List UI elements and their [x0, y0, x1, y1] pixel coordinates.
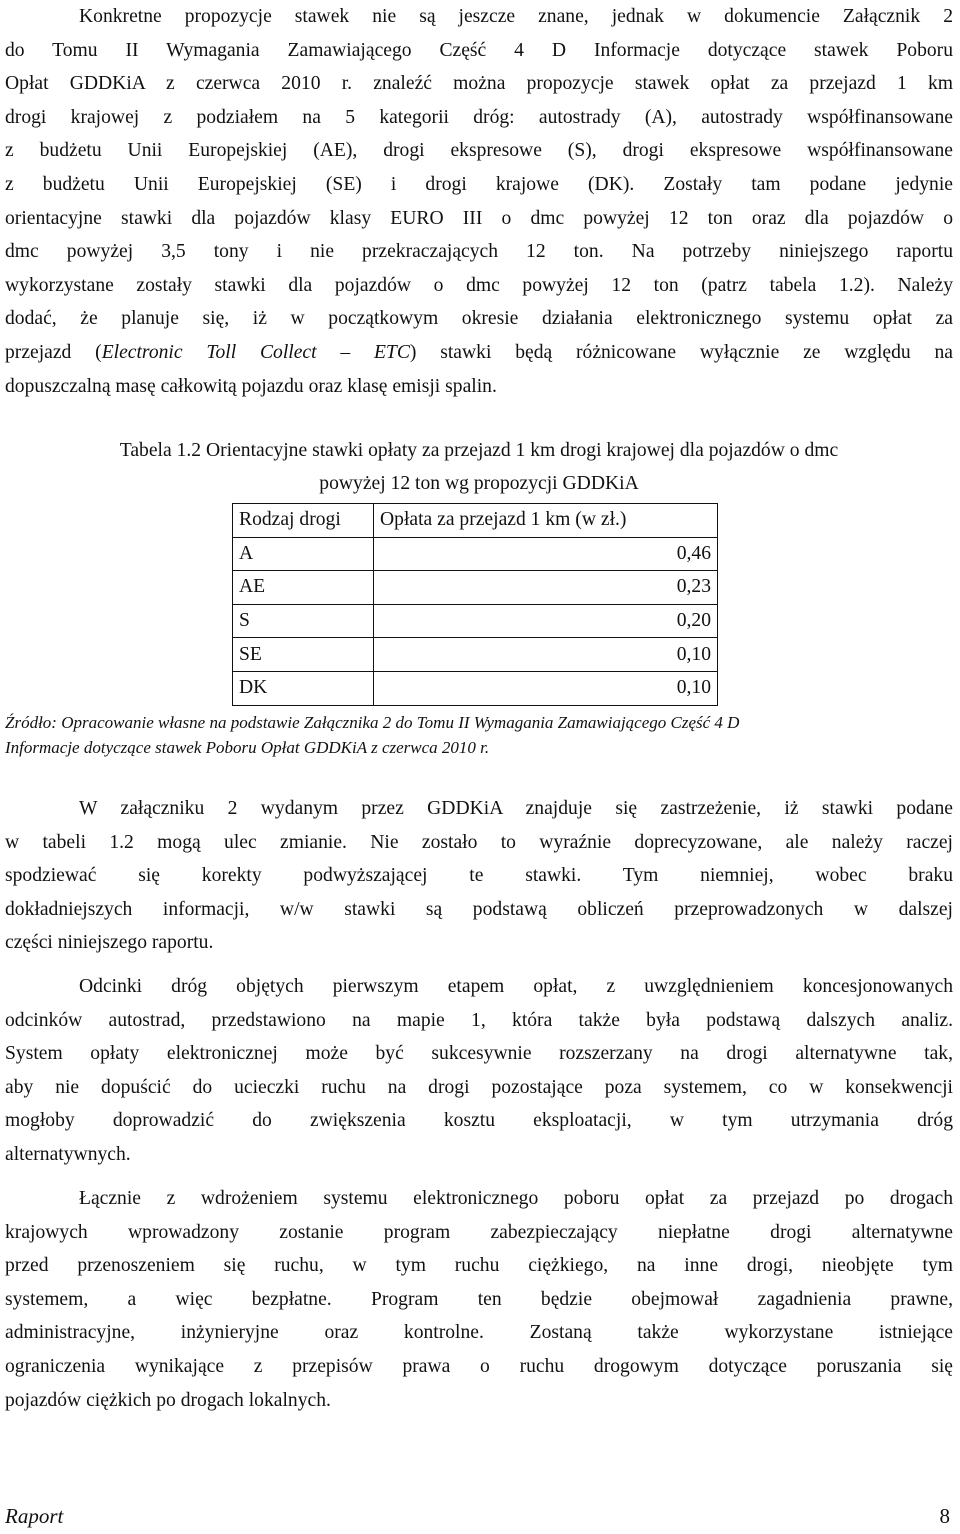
page-number: 8: [939, 1504, 950, 1528]
paragraph-protection-program: [5, 1182, 953, 1417]
table-source-note: [5, 710, 955, 760]
paragraph-line: mogłoby doprowadzić do zwiększenia kosztu eksploatacji, w tym utrzymania dróg: [5, 1110, 953, 1132]
paragraph-road-sections: [5, 970, 953, 1172]
table-caption: [5, 434, 953, 500]
paragraph-line: administracyjne, inżynieryjne oraz kontrolne. Zostaną także wykorzystane istniejące: [5, 1322, 953, 1344]
paragraph-line: spodziewać się korekty podwyższającej te stawki. Tym niemniej, wobec braku: [5, 865, 953, 887]
paragraph-line: Opłat GDDKiA z czerwca 2010 r. znaleźć można propozycje stawek opłat za przejazd 1 km: [5, 73, 953, 95]
paragraph-line: krajowych wprowadzony zostanie program zabezpieczający niepłatne drogi alternatywne: [5, 1221, 953, 1243]
table-cell-road-type: S: [233, 604, 374, 638]
source-line: Informacje dotyczące stawek Poboru Opłat GDDKiA z czerwca 2010 r.: [5, 738, 490, 757]
paragraph-line: dodać, że planuje się, iż w początkowym okresie działania elektronicznego systemu opłat za: [5, 308, 953, 330]
line-text: ) stawki będą różnicowane wyłącznie ze względu na: [409, 341, 953, 363]
paragraph-line: dmc powyżej 3,5 tony i nie przekraczających 12 ton. Na potrzeby niniejszego raportu: [5, 241, 953, 263]
table-cell-road-type: SE: [233, 638, 374, 672]
paragraph-line: z budżetu Unii Europejskiej (SE) i drogi krajowe (DK). Zostały tam podane jedynie: [5, 173, 953, 195]
paragraph-line: alternatywnych.: [5, 1143, 131, 1165]
table-row: [233, 604, 718, 638]
rates-table: [232, 503, 718, 706]
paragraph-line: Konkretne propozycje stawek nie są jeszcze znane, jednak w dokumencie Załącznik 2: [79, 6, 953, 27]
table-header-row: [233, 504, 718, 538]
table-cell-road-type: AE: [233, 571, 374, 605]
footer-title: Raport: [5, 1504, 64, 1528]
table-caption-line: powyżej 12 ton wg propozycji GDDKiA: [319, 473, 639, 494]
table-cell-rate: 0,46: [374, 537, 718, 571]
line-text: przejazd (: [5, 341, 102, 363]
paragraph-line: Odcinki dróg objętych pierwszym etapem opłat, z uwzględnieniem koncesjonowanych: [79, 976, 953, 997]
paragraph-line: przed przenoszeniem się ruchu, w tym ruchu ciężkiego, na inne drogi, nieobjęte tym: [5, 1255, 953, 1277]
source-line: Źródło: Opracowanie własne na podstawie Załącznika 2 do Tomu II Wymagania Zamawiającego Część 4 D: [5, 713, 740, 732]
paragraph-line: pojazdów ciężkich po drogach lokalnych.: [5, 1389, 331, 1411]
table-row: [233, 638, 718, 672]
paragraph-rates-caveat: [5, 792, 953, 960]
paragraph-line: [5, 336, 953, 370]
table-row: [233, 671, 718, 705]
table-row: [233, 571, 718, 605]
table-cell-road-type: DK: [233, 671, 374, 705]
paragraph-rates-intro: [5, 0, 953, 403]
paragraph-line: wykorzystane zostały stawki dla pojazdów o dmc powyżej 12 ton (patrz tabela 1.2). Należy: [5, 274, 953, 296]
paragraph-line: dopuszczalną masę całkowitą pojazdu oraz klasę emisji spalin.: [5, 375, 497, 397]
table-cell-rate: 0,10: [374, 671, 718, 705]
table-caption-line: Tabela 1.2 Orientacyjne stawki opłaty za przejazd 1 km drogi krajowej dla pojazdów o dmc: [119, 440, 839, 461]
table-header-cell: Rodzaj drogi: [233, 504, 374, 538]
paragraph-line: System opłaty elektronicznej może być sukcesywnie rozszerzany na drogi alternatywne tak,: [5, 1043, 953, 1065]
table-cell-road-type: A: [233, 537, 374, 571]
table-cell-rate: 0,10: [374, 638, 718, 672]
paragraph-line: W załączniku 2 wydanym przez GDDKiA znajduje się zastrzeżenie, iż stawki podane: [79, 798, 953, 819]
table-header-cell: Opłata za przejazd 1 km (w zł.): [374, 504, 718, 538]
paragraph-line: orientacyjne stawki dla pojazdów klasy EURO III o dmc powyżej 12 ton oraz dla pojazdów o: [5, 207, 953, 229]
paragraph-line: ograniczenia wynikające z przepisów prawa o ruchu drogowym dotyczące poruszania się: [5, 1355, 953, 1377]
paragraph-line: systemem, a więc bezpłatne. Program ten będzie obejmował zagadnienia prawne,: [5, 1288, 953, 1310]
paragraph-line: części niniejszego raportu.: [5, 932, 214, 954]
table-row: [233, 537, 718, 571]
table-cell-rate: 0,20: [374, 604, 718, 638]
paragraph-line: aby nie dopuścić do ucieczki ruchu na drogi pozostające poza systemem, co w konsekwencji: [5, 1076, 953, 1098]
paragraph-line: drogi krajowej z podziałem na 5 kategorii dróg: autostrady (A), autostrady współfinansowane: [5, 106, 953, 128]
paragraph-line: z budżetu Unii Europejskiej (AE), drogi ekspresowe (S), drogi ekspresowe współfinansowane: [5, 140, 953, 162]
etc-term: Electronic Toll Collect – ETC: [101, 341, 410, 363]
paragraph-line: dokładniejszych informacji, w/w stawki są podstawą obliczeń przeprowadzonych w dalszej: [5, 898, 953, 920]
paragraph-line: do Tomu II Wymagania Zamawiającego Część 4 D Informacje dotyczące stawek Poboru: [5, 39, 953, 61]
paragraph-line: w tabeli 1.2 mogą ulec zmianie. Nie zostało to wyraźnie doprecyzowane, ale należy raczej: [5, 831, 953, 853]
paragraph-line: Łącznie z wdrożeniem systemu elektronicznego poboru opłat za przejazd po drogach: [79, 1188, 953, 1209]
table-cell-rate: 0,23: [374, 571, 718, 605]
paragraph-line: odcinków autostrad, przedstawiono na mapie 1, która także była podstawą dalszych analiz.: [5, 1009, 953, 1031]
